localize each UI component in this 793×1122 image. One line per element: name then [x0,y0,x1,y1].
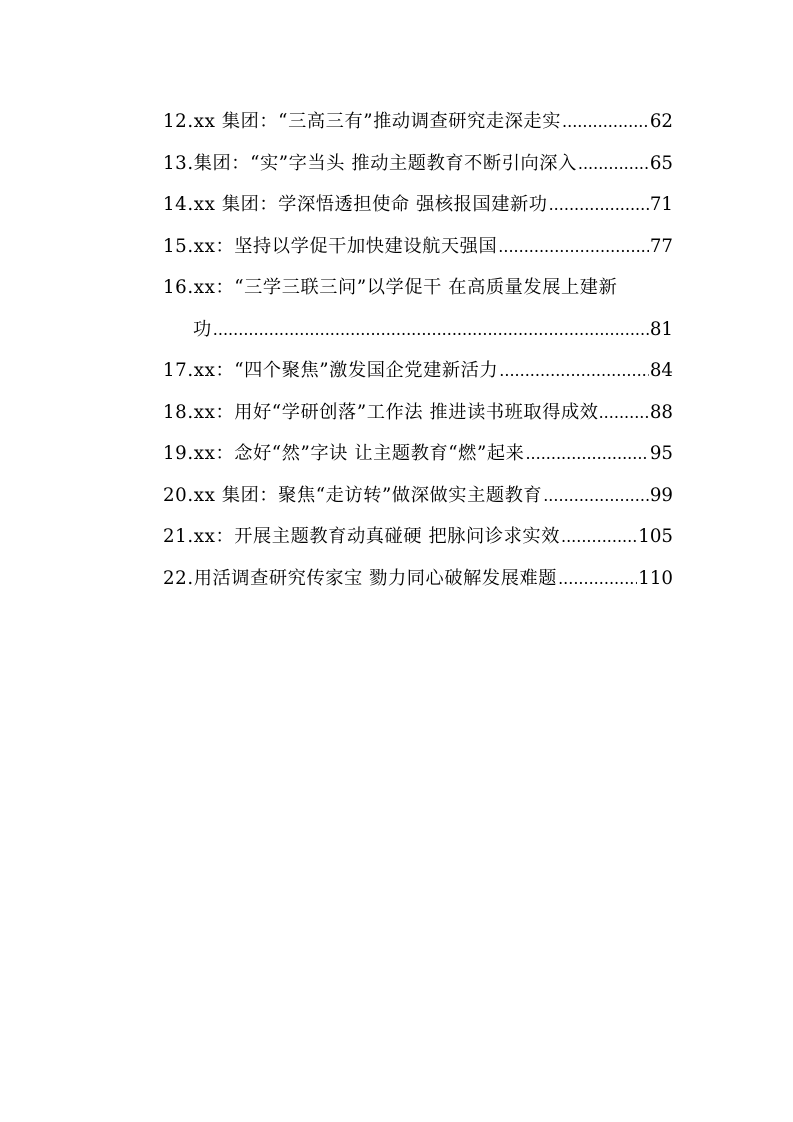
toc-entry-15[interactable] [163,226,673,268]
toc-entry-14[interactable] [163,184,673,226]
toc-dot-leader [558,558,637,600]
toc-entry-title: 21.xx：开展主题教育动真碰硬 把脉问诊求实效 [163,526,560,547]
toc-entry-18[interactable] [163,392,673,434]
toc-dot-leader [578,143,649,185]
toc-dot-leader [562,101,649,143]
toc-entry-title-continuation: 功 [193,318,212,340]
toc-dot-leader [561,516,637,558]
toc-entry-title: 20.xx 集团：聚焦“走访转”做深做实主题教育 [163,484,543,506]
toc-entry-title: 17.xx：“四个聚焦”激发国企党建新活力 [163,360,499,381]
toc-dot-leader [498,226,649,268]
toc-page-number: 110 [638,567,673,589]
toc-page-number: 81 [649,318,673,340]
toc-dot-leader [599,392,650,434]
toc-entry-title: 14.xx 集团：学深悟透担使命 强核报国建新功 [163,194,548,215]
toc-entry-title: 19.xx：念好“然”字诀 让主题教育“燃”起来 [163,443,525,464]
toc-entry-16[interactable] [163,267,673,350]
toc-page-number: 71 [649,194,673,215]
toc-dot-leader [525,433,648,475]
toc-page-number: 95 [649,443,673,464]
toc-entry-title: 22.用活调查研究传家宝 勠力同心破解发展难题 [163,567,558,589]
toc-page-number: 65 [649,152,673,174]
toc-entry-title: 16.xx：“三学三联三问”以学促干 在高质量发展上建新 [163,277,618,298]
toc-entry-21[interactable] [163,516,673,558]
toc-page-number: 99 [649,484,673,506]
toc-dot-leader [543,475,649,517]
toc-entry-title: 13.集团：“实”字当头 推动主题教育不断引向深入 [163,152,577,174]
toc-page-number: 84 [649,360,673,381]
toc-page-number: 88 [649,401,673,423]
toc-entry-title: 12.xx 集团：“三高三有”推动调查研究走深走实 [163,111,562,132]
toc-entry-title: 18.xx：用好“学研创落”工作法 推进读书班取得成效 [163,401,599,423]
toc-dot-leader [499,350,649,392]
toc-page-number: 62 [649,111,673,132]
toc-dot-leader [213,309,649,351]
toc-entry-22[interactable] [163,558,673,600]
table-of-contents [163,101,673,599]
toc-entry-12[interactable] [163,101,673,143]
toc-page-number: 105 [638,526,673,547]
toc-dot-leader [549,184,649,226]
toc-entry-17[interactable] [163,350,673,392]
toc-page-number: 77 [649,235,673,257]
toc-entry-19[interactable] [163,433,673,475]
toc-entry-title: 15.xx：坚持以学促干加快建设航天强国 [163,235,498,257]
toc-entry-13[interactable] [163,143,673,185]
toc-entry-20[interactable] [163,475,673,517]
